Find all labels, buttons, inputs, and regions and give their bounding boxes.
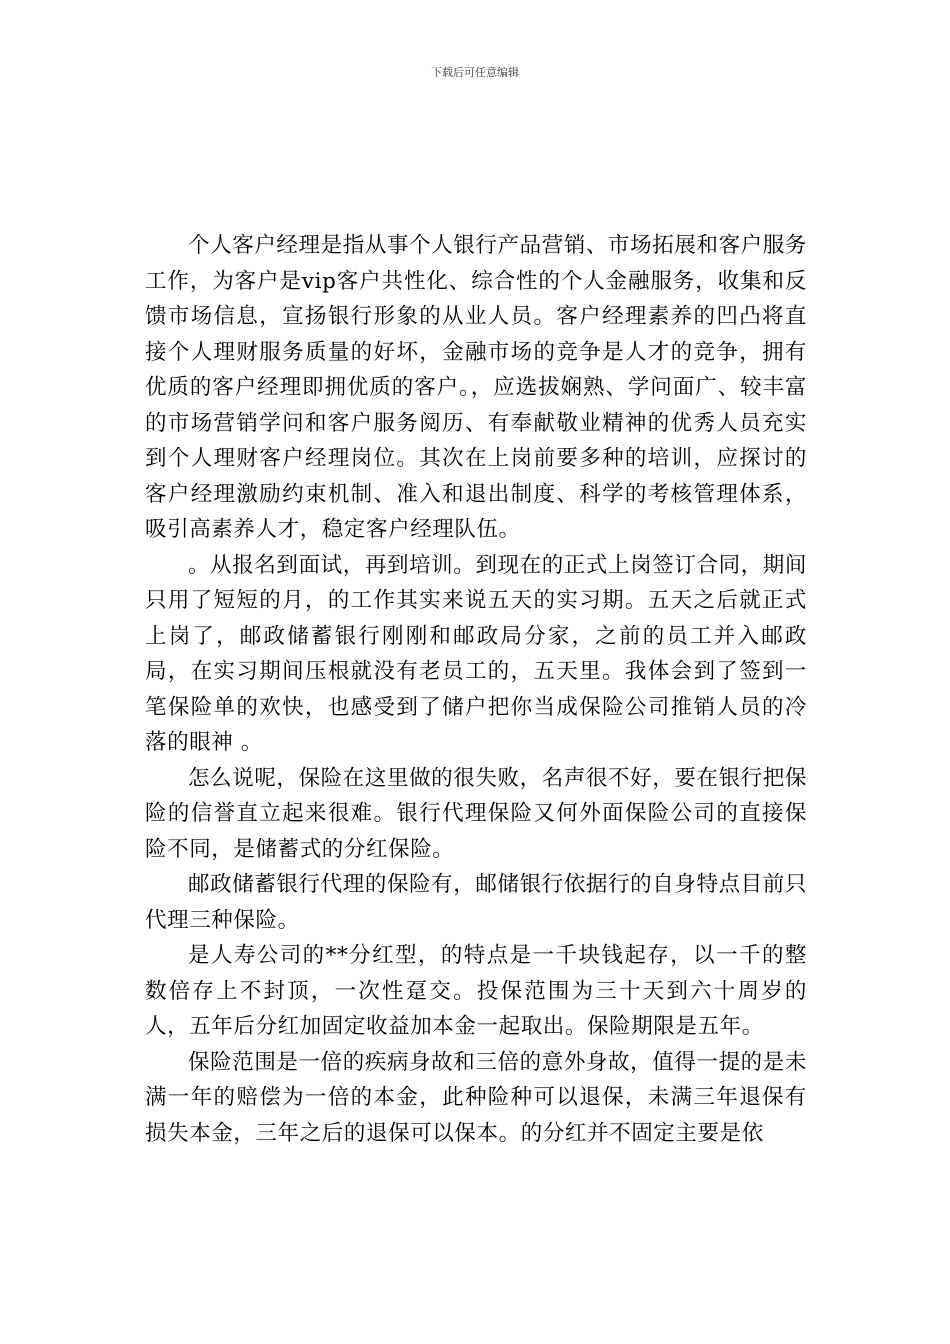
paragraph-4: 邮政储蓄银行代理的保险有，邮储银行依据行的自身特点目前只代理三种保险。 — [145, 872, 807, 933]
paragraph-3: 怎么说呢，保险在这里做的很失败，名声很不好，要在银行把保险的信誉直立起来很难。银行代理保险又何外面保险公司的直接保险不同，是储蓄式的分红保险。 — [145, 765, 807, 862]
paragraph-2: 。从报名到面试，再到培训。到现在的正式上岗签订合同，期间只用了短短的月，的工作其实来说五天的实习期。五天之后就正式上岗了，邮政储蓄银行刚刚和邮政局分家，之前的员工并入邮政局，在实习期间压根就没有老员工的，五天里。我体会到了签到一笔保险单的欢快，也感受到了储户把你当成保险公司推销人员的冷落的眼神 。 — [145, 552, 807, 755]
paragraph-6: 保险范围是一倍的疾病身故和三倍的意外身故，值得一提的是未满一年的赔偿为一倍的本金，此种险种可以退保，未满三年退保有损失本金，三年之后的退保可以保本。的分红并不固定主要是依 — [145, 1049, 807, 1146]
document-body — [145, 228, 807, 1151]
paragraph-5: 是人寿公司的**分红型，的特点是一千块钱起存，以一千的整数倍存上不封顶，一次性趸交。投保范围为三十天到六十周岁的人，五年后分红加固定收益加本金一起取出。保险期限是五年。 — [145, 943, 807, 1039]
paragraph-1: 个人客户经理是指从事个人银行产品营销、市场拓展和客户服务工作，为客户是vip客户共性化、综合性的个人金融服务，收集和反馈市场信息，宣扬银行形象的从业人员。客户经理素养的凹凸将直接个人理财服务质量的好坏，金融市场的竞争是人才的竞争，拥有优质的客户经理即拥优质的客户。，应选拔娴熟、学问面广、较丰富的市场营销学问和客户服务阅历、有奉献敬业精神的优秀人员充实到个人理财客户经理岗位。其次在上岗前要多种的培训，应探讨的客户经理激励约束机制、准入和退出制度、科学的考核管理体系，吸引高素养人才，稳定客户经理队伍。 — [145, 233, 807, 542]
page-header: 下载后可任意编辑 — [431, 66, 519, 79]
